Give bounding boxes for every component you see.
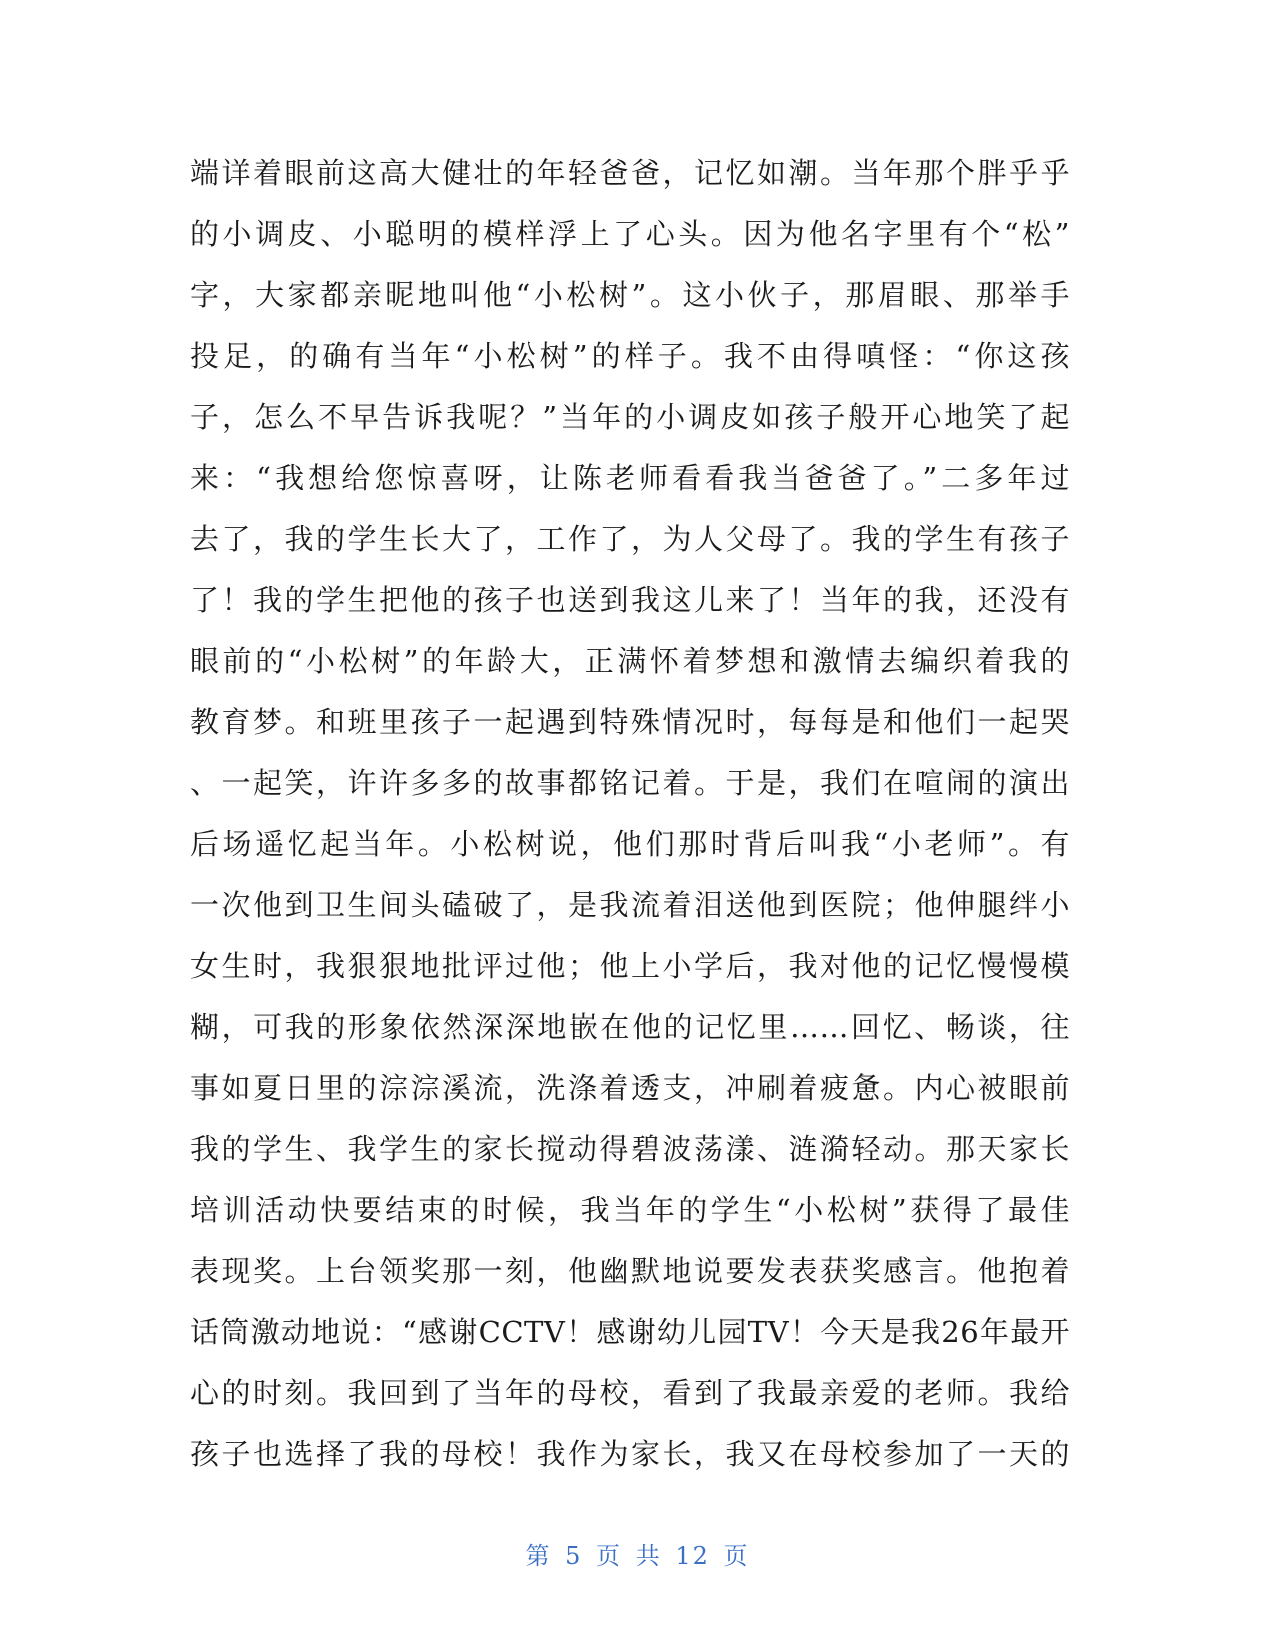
text-line: 表现奖。上台领奖那一刻，他幽默地说要发表获奖感言。他抱着 bbox=[190, 1254, 1070, 1288]
text-line: 、一起笑，许许多多的故事都铭记着。于是，我们在喧闹的演出 bbox=[190, 766, 1070, 800]
text-line: 孩子也选择了我的母校！我作为家长，我又在母校参加了一天的 bbox=[190, 1437, 1070, 1471]
text-line: 话筒激动地说：“感谢CCTV！感谢幼儿园TV！今天是我26年最开 bbox=[190, 1315, 1070, 1349]
text-line: 眼前的“小松树”的年龄大，正满怀着梦想和激情去编织着我的 bbox=[190, 644, 1070, 678]
text-line: 来：“我想给您惊喜呀，让陈老师看看我当爸爸了。”二多年过 bbox=[190, 461, 1070, 495]
text-line: 了！我的学生把他的孩子也送到我这儿来了！当年的我，还没有 bbox=[190, 583, 1070, 617]
text-line: 教育梦。和班里孩子一起遇到特殊情况时，每每是和他们一起哭 bbox=[190, 705, 1070, 739]
footer-page-word: 页 bbox=[596, 1542, 623, 1570]
text-line: 投足，的确有当年“小松树”的样子。我不由得嗔怪：“你这孩 bbox=[190, 339, 1070, 373]
text-line: 事如夏日里的淙淙溪流，洗涤着透支，冲刷着疲惫。内心被眼前 bbox=[190, 1071, 1070, 1105]
text-line: 的小调皮、小聪明的模样浮上了心头。因为他名字里有个“松” bbox=[190, 217, 1070, 251]
text-line: 培训活动快要结束的时候，我当年的学生“小松树”获得了最佳 bbox=[190, 1193, 1070, 1227]
text-line: 子，怎么不早告诉我呢？”当年的小调皮如孩子般开心地笑了起 bbox=[190, 400, 1070, 434]
footer-suffix: 页 bbox=[723, 1542, 750, 1570]
footer-current-page: 5 bbox=[565, 1542, 583, 1570]
text-line: 糊，可我的形象依然深深地嵌在他的记忆里……回忆、畅谈，往 bbox=[190, 1010, 1070, 1044]
text-line: 一次他到卫生间头磕破了，是我流着泪送他到医院；他伸腿绊小 bbox=[190, 888, 1070, 922]
text-line: 我的学生、我学生的家长搅动得碧波荡漾、涟漪轻动。那天家长 bbox=[190, 1132, 1070, 1166]
text-line: 去了，我的学生长大了，工作了，为人父母了。我的学生有孩子 bbox=[190, 522, 1070, 556]
page-footer bbox=[0, 1536, 1275, 1571]
text-line: 女生时，我狠狠地批评过他；他上小学后，我对他的记忆慢慢模 bbox=[190, 949, 1070, 983]
body-text bbox=[190, 143, 1070, 1485]
text-line: 端详着眼前这高大健壮的年轻爸爸，记忆如潮。当年那个胖乎乎 bbox=[190, 156, 1070, 190]
footer-total-word: 共 bbox=[635, 1542, 662, 1570]
text-line: 字，大家都亲昵地叫他“小松树”。这小伙子，那眉眼、那举手 bbox=[190, 278, 1070, 312]
text-line: 心的时刻。我回到了当年的母校，看到了我最亲爱的老师。我给 bbox=[190, 1376, 1070, 1410]
footer-prefix: 第 bbox=[525, 1542, 552, 1570]
footer-total-pages: 12 bbox=[675, 1542, 710, 1570]
text-line: 后场遥忆起当年。小松树说，他们那时背后叫我“小老师”。有 bbox=[190, 827, 1070, 861]
